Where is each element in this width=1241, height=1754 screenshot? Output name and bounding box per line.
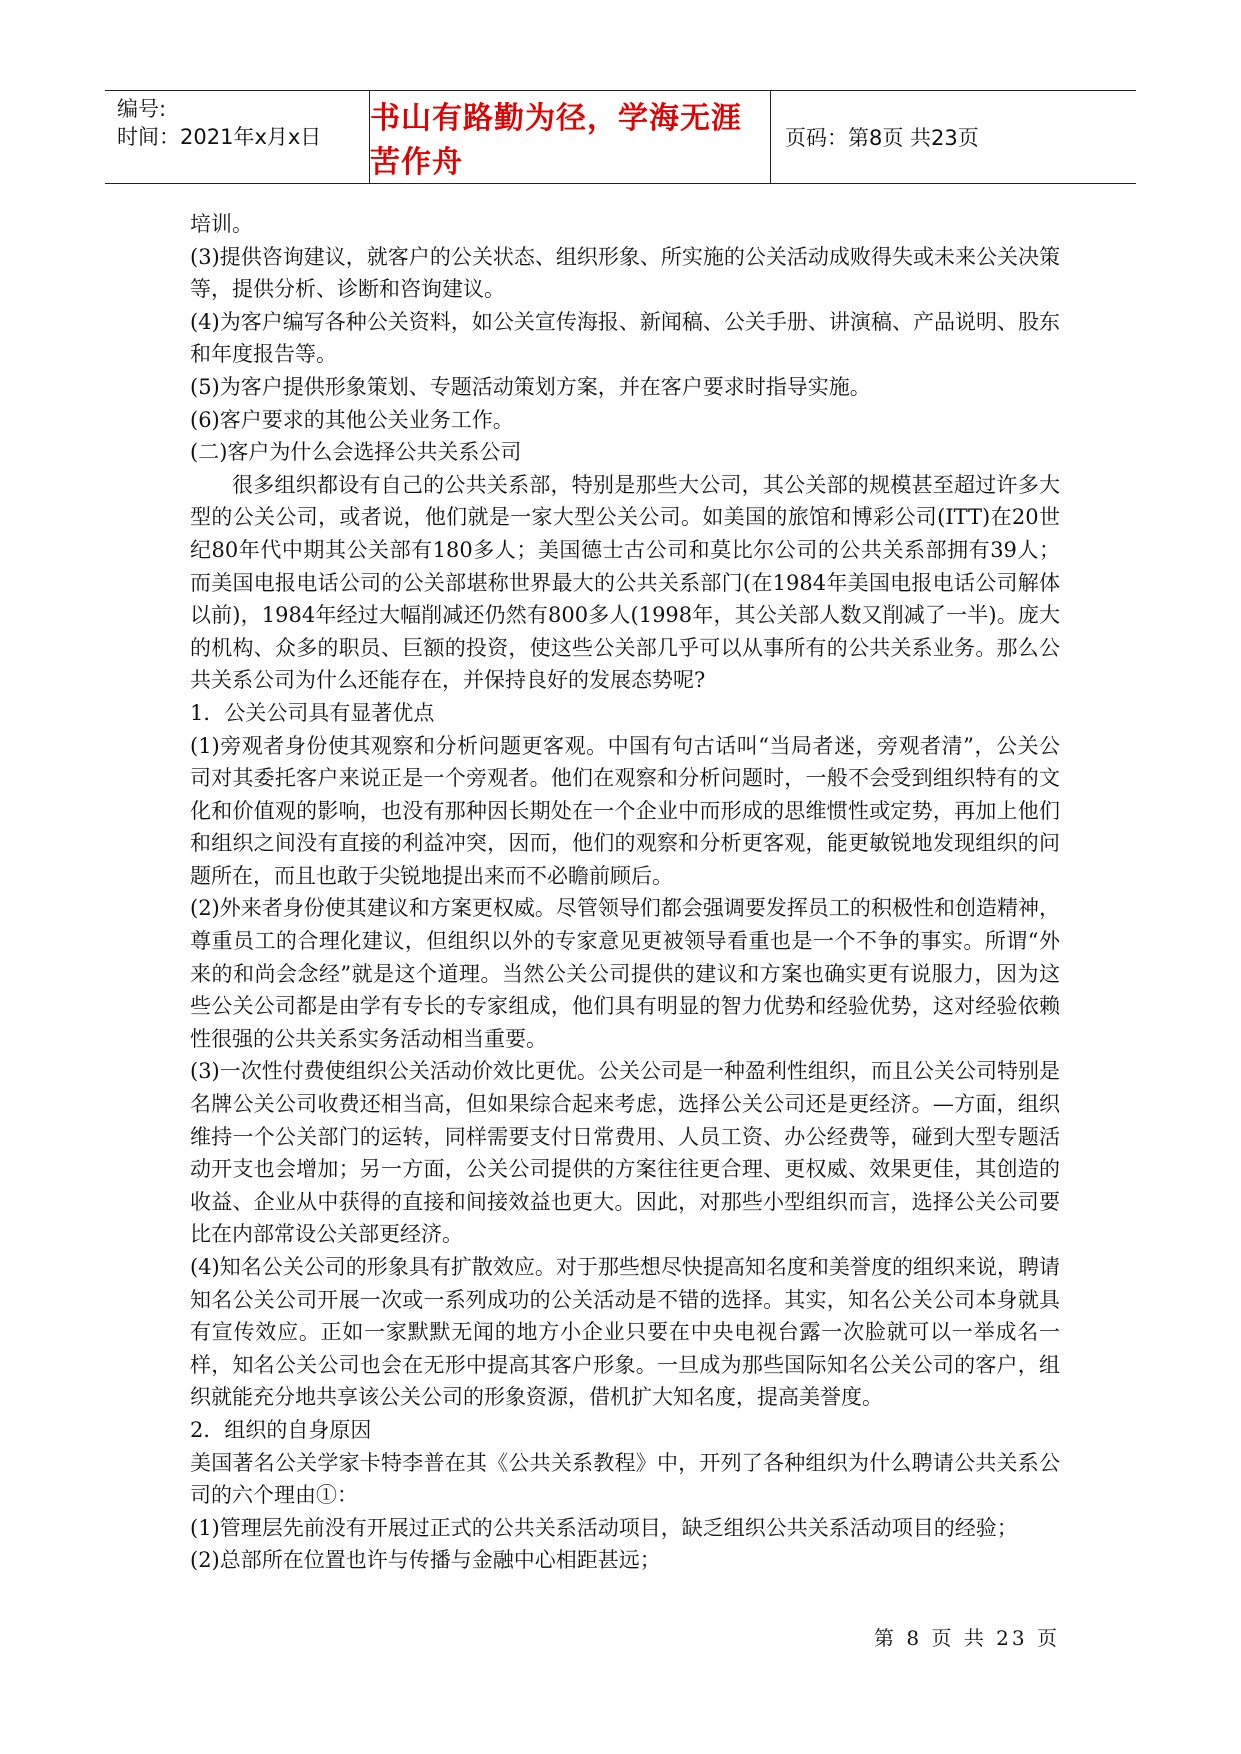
header-motto: 书山有路勤为径，学海无涯苦作舟 xyxy=(370,101,742,180)
header-motto-cell xyxy=(370,91,771,183)
header-page-info: 页码：第8页 共23页 xyxy=(785,126,979,150)
paragraph: (2)总部所在位置也许与传播与金融中心相距甚远； xyxy=(190,1548,661,1573)
document-body xyxy=(190,208,1060,1577)
section-heading: 1．公关公司具有显著优点 xyxy=(190,700,435,725)
paragraph: (4)为客户编写各种公关资料，如公关宣传海报、新闻稿、公关手册、讲演稿、产品说明、股东和年度报告等。 xyxy=(190,309,1060,367)
paragraph: (2)外来者身份使其建议和方案更权威。尽管领导们都会强调要发挥员工的积极性和创造精神，尊重员工的合理化建议，但组织以外的专家意见更被领导看重也是一个不争的事实。所谓“外来的和尚会念经”就是这个道理。当然公关公司提供的建议和方案也确实更有说服力，因为这些公关公司都是由学有专长的专家组成，他们具有明显的智力优势和经验优势，这对经验依赖性很强的公共关系实务活动相当重要。 xyxy=(190,896,1060,1051)
paragraph: (3)提供咨询建议，就客户的公关状态、组织形象、所实施的公关活动成败得失或未来公关决策等，提供分析、诊断和咨询建议。 xyxy=(190,244,1060,302)
paragraph: (6)客户要求的其他公关业务工作。 xyxy=(190,407,514,432)
paragraph: 美国著名公关学家卡特李普在其《公共关系教程》中，开列了各种组织为什么聘请公共关系公司的六个理由①： xyxy=(190,1450,1060,1508)
section-heading: 2．组织的自身原因 xyxy=(190,1417,372,1442)
paragraph: 很多组织都设有自己的公共关系部，特别是那些大公司，其公关部的规模甚至超过许多大型的公关公司，或者说，他们就是一家大型公关公司。如美国的旅馆和博彩公司(ITT)在20世纪80年代中期其公关部有180多人；美国德士古公司和莫比尔公司的公共关系部拥有39人；而美国电报电话公司的公关部堪称世界最大的公共关系部门(在1984年美国电报电话公司解体以前)，1984年经过大幅削减还仍然有800多人(1998年，其公关部人数又削减了一半)。庞大的机构、众多的职员、巨额的投资，使这些公关部几乎可以从事所有的公共关系业务。那么公共关系公司为什么还能存在，并保持良好的发展态势呢? xyxy=(190,472,1060,693)
document-number-label: 编号: xyxy=(117,97,167,121)
paragraph: (4)知名公关公司的形象具有扩散效应。对于那些想尽快提高知名度和美誉度的组织来说，聘请知名公关公司开展一次或一系列成功的公关活动是不错的选择。其实，知名公关公司本身就具有宣传效应。正如一家默默无闻的地方小企业只要在中央电视台露一次脸就可以一举成名一样，知名公关公司也会在无形中提高其客户形象。一旦成为那些国际知名公关公司的客户，组织就能充分地共享该公关公司的形象资源，借机扩大知名度，提高美誉度。 xyxy=(190,1255,1060,1410)
paragraph: (1)旁观者身份使其观察和分析问题更客观。中国有句古话叫“当局者迷，旁观者清”，公关公司对其委托客户来说正是一个旁观者。他们在观察和分析问题时，一般不会受到组织特有的文化和价值观的影响，也没有那种因长期处在一个企业中而形成的思维惯性或定势，再加上他们和组织之间没有直接的利益冲突，因而，他们的观察和分析更客观，能更敏锐地发现组织的问题所在，而且也敢于尖锐地提出来而不必瞻前顾后。 xyxy=(190,733,1060,888)
paragraph: (3)一次性付费使组织公关活动价效比更优。公关公司是一种盈利性组织，而且公关公司特别是名牌公关公司收费还相当高，但如果综合起来考虑，选择公关公司还是更经济。—方面，组织维持一个公关部门的运转，同样需要支付日常费用、人员工资、办公经费等，碰到大型专题活动开支也会增加；另一方面，公关公司提供的方案往往更合理、更权威、效果更佳，其创造的收益、企业从中获得的直接和间接效益也更大。因此，对那些小型组织而言，选择公关公司要比在内部常设公关部更经济。 xyxy=(190,1059,1060,1247)
paragraph: (1)管理层先前没有开展过正式的公共关系活动项目，缺乏组织公共关系活动项目的经验； xyxy=(190,1515,1018,1540)
paragraph: 培训。 xyxy=(190,212,253,236)
document-header xyxy=(105,90,1136,184)
header-page-cell xyxy=(771,91,1136,183)
document-time-label: 时间：2021年x月x日 xyxy=(117,125,322,149)
section-heading: (二)客户为什么会选择公共关系公司 xyxy=(190,440,522,465)
page-footer: 第 8 页 共 23 页 xyxy=(874,1626,1060,1650)
header-meta-cell xyxy=(105,91,370,183)
paragraph: (5)为客户提供形象策划、专题活动策划方案，并在客户要求时指导实施。 xyxy=(190,374,871,399)
